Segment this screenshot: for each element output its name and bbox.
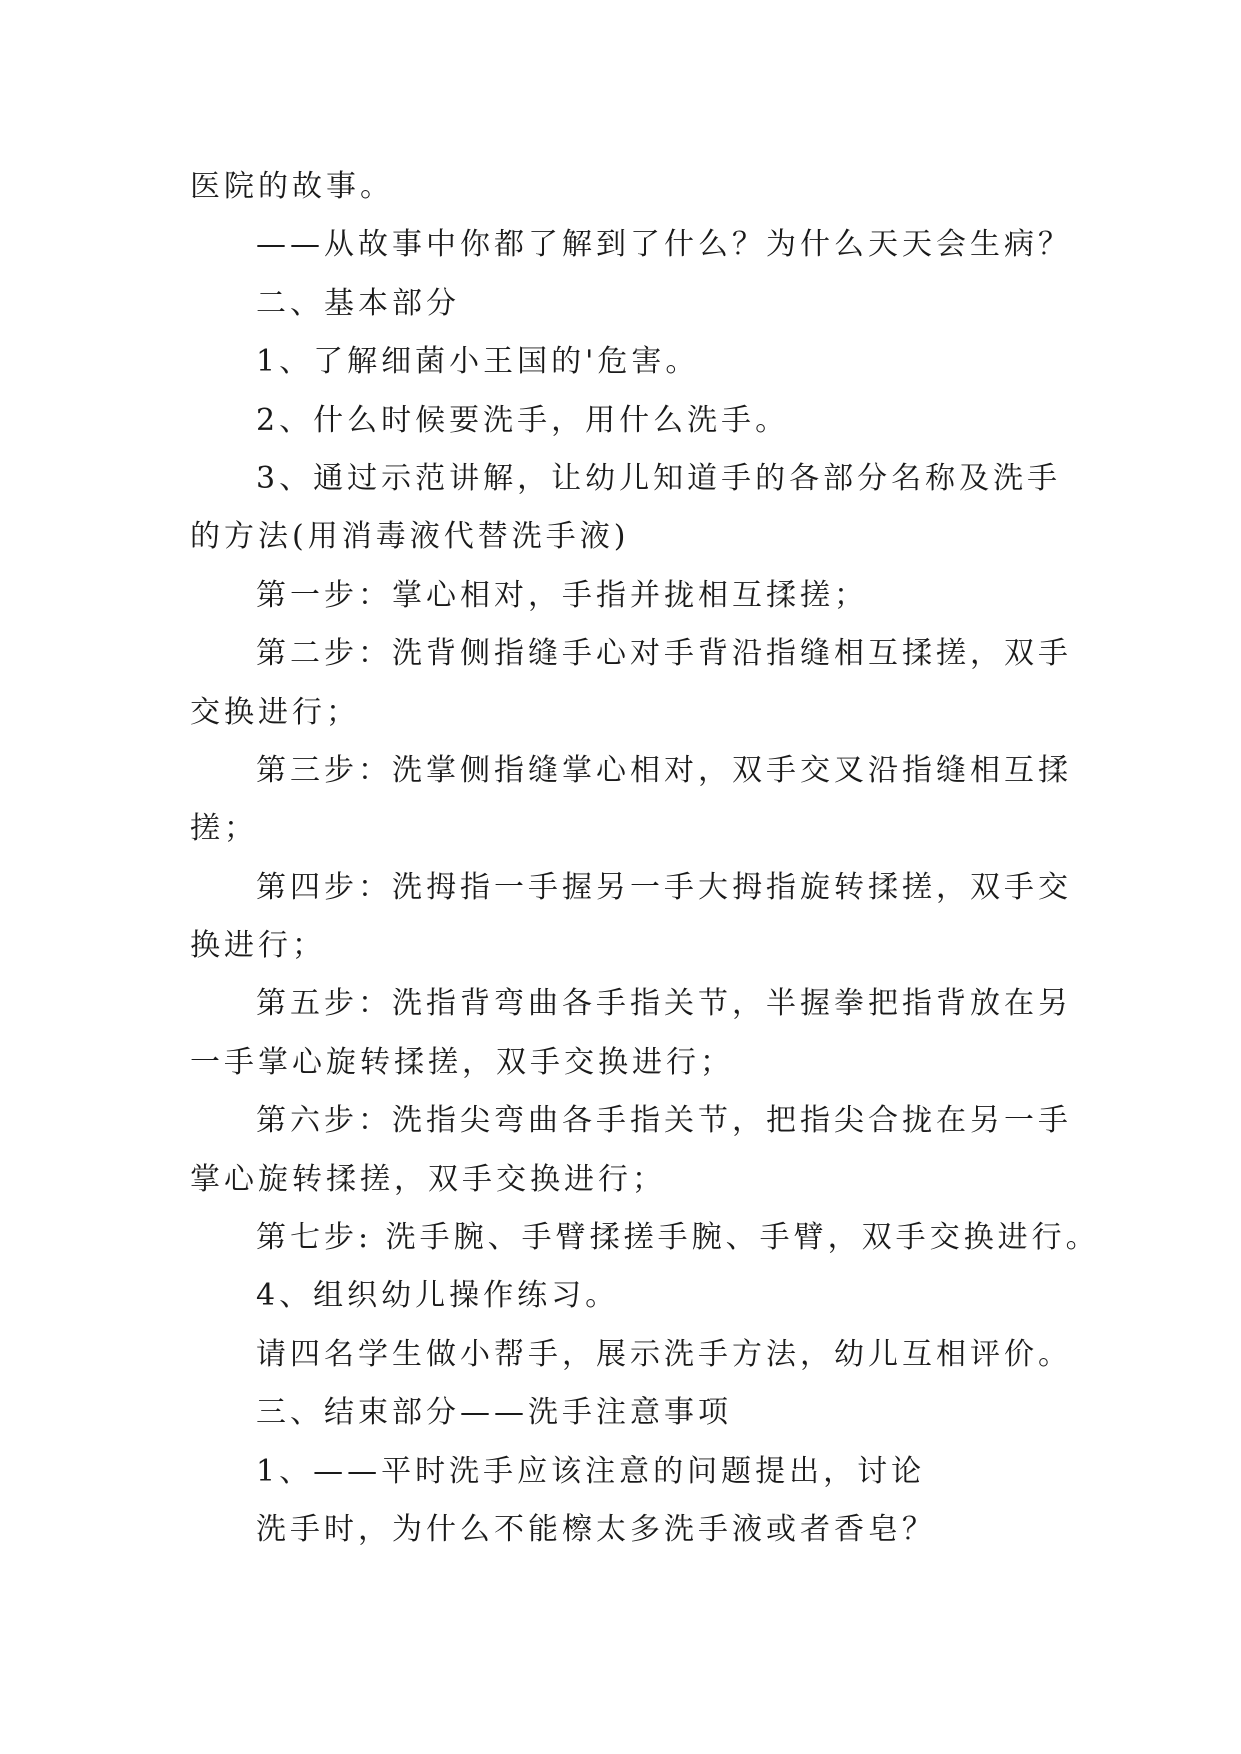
step-item: 第五步：洗指背弯曲各手指关节，半握拳把指背放在另 bbox=[256, 986, 1072, 1022]
list-item: 2、什么时候要洗手，用什么洗手。 bbox=[256, 402, 790, 438]
text-line: 换进行； bbox=[190, 928, 326, 964]
text-line: 一手掌心旋转揉搓，双手交换进行； bbox=[190, 1044, 734, 1080]
text-line: 交换进行； bbox=[190, 694, 360, 730]
list-item: 3、通过示范讲解，让幼儿知道手的各部分名称及洗手 bbox=[256, 460, 1062, 496]
step-item: 第三步：洗掌侧指缝掌心相对，双手交叉沿指缝相互揉 bbox=[256, 752, 1072, 788]
document-body bbox=[190, 158, 1100, 1559]
list-item: 1、了解细菌小王国的'危害。 bbox=[256, 344, 700, 380]
text-line: 搓； bbox=[190, 811, 258, 847]
list-item: 1、——平时洗手应该注意的问题提出，讨论 bbox=[256, 1453, 926, 1489]
section-heading: 三、结束部分——洗手注意事项 bbox=[256, 1395, 732, 1431]
section-heading: 二、基本部分 bbox=[256, 285, 460, 321]
text-line: 医院的故事。 bbox=[190, 169, 394, 204]
text-line: ——从故事中你都了解到了什么？为什么天天会生病？ bbox=[256, 227, 1072, 263]
step-item: 第六步：洗指尖弯曲各手指关节，把指尖合拢在另一手 bbox=[256, 1103, 1072, 1139]
text-line: 掌心旋转揉搓，双手交换进行； bbox=[190, 1161, 666, 1197]
step-item: 第七步: 洗手腕、手臂揉搓手腕、手臂，双手交换进行。 bbox=[256, 1220, 1100, 1256]
step-item: 第四步：洗拇指一手握另一手大拇指旋转揉搓，双手交 bbox=[256, 869, 1072, 905]
text-line: 请四名学生做小帮手，展示洗手方法，幼儿互相评价。 bbox=[256, 1336, 1072, 1372]
text-line: 的方法(用消毒液代替洗手液) bbox=[190, 519, 630, 555]
step-item: 第二步：洗背侧指缝手心对手背沿指缝相互揉搓，双手 bbox=[256, 636, 1072, 672]
list-item: 4、组织幼儿操作练习。 bbox=[256, 1278, 620, 1314]
text-line: 洗手时，为什么不能檫太多洗手液或者香皂？ bbox=[256, 1511, 936, 1547]
step-item: 第一步：掌心相对，手指并拢相互揉搓； bbox=[256, 577, 868, 613]
